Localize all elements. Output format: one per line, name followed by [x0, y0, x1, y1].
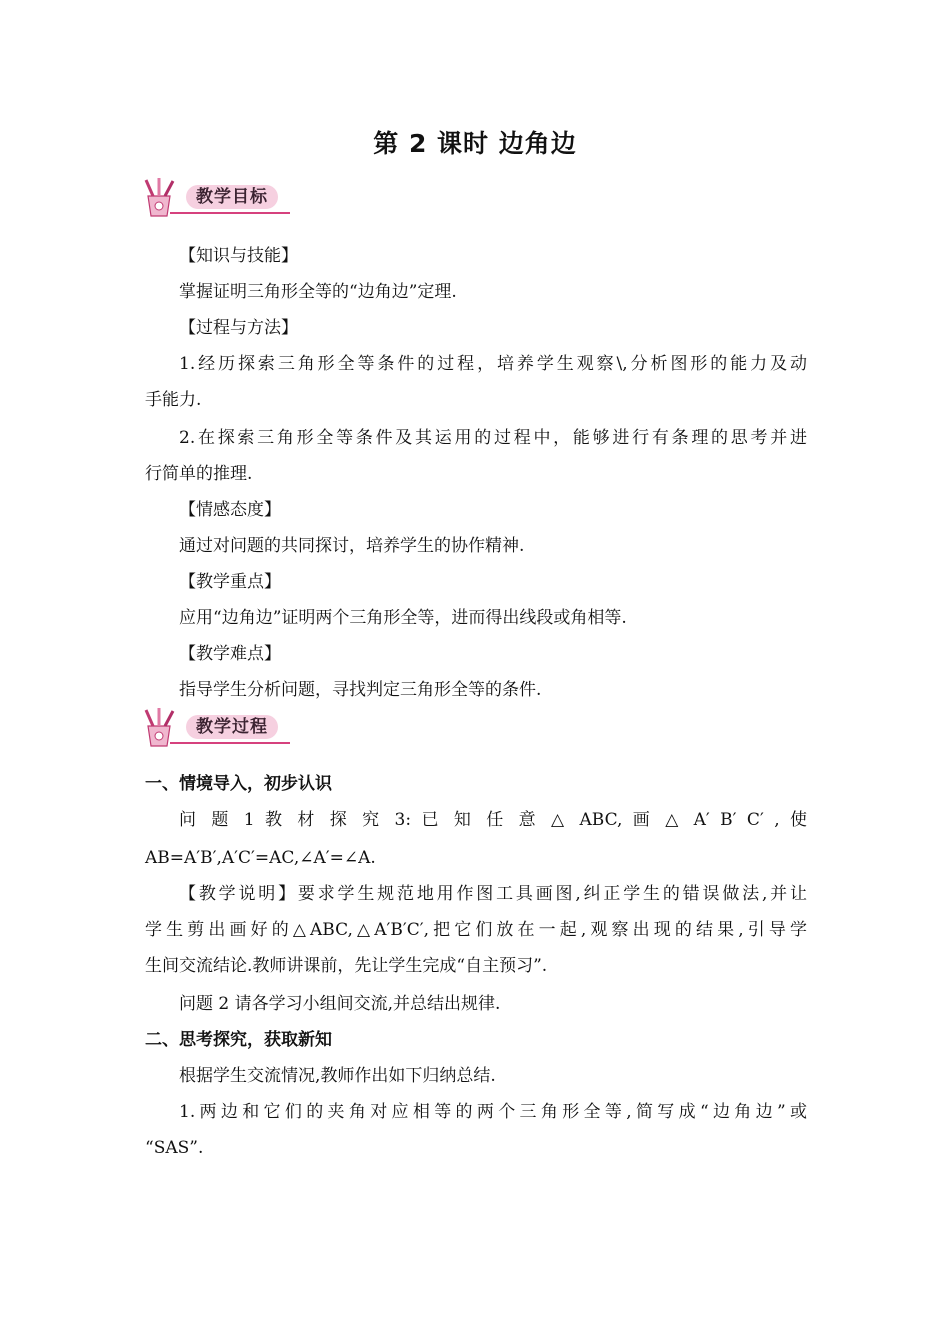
sas-rule: 1.两边和它们的夹角对应相等的两个三角形全等,简写成“边角边”或 [179, 1102, 807, 1122]
emotion-heading: 【情感态度】 [179, 500, 281, 520]
emotion-text: 通过对问题的共同探讨，培养学生的协作精神. [179, 536, 525, 556]
teaching-note: 【教学说明】要求学生规范地用作图工具画图,纠正学生的错误做法,并让 [179, 884, 807, 904]
summary-text: 根据学生交流情况,教师作出如下归纳总结. [179, 1066, 496, 1086]
question-2: 问题 2 请各学习小组间交流,并总结出规律. [179, 994, 501, 1014]
key-heading: 【教学重点】 [179, 572, 281, 592]
method-item-2: 2.在探索三角形全等条件及其运用的过程中，能够进行有条理的思考并进 [179, 428, 807, 448]
page-title: 第 2 课时 边角边 [373, 129, 577, 158]
section-badge-process [140, 708, 290, 748]
part1-heading: 一、情境导入，初步认识 [145, 774, 332, 794]
method-item-2-cont: 行简单的推理. [145, 464, 253, 484]
part2-heading: 二、思考探究，获取新知 [145, 1030, 332, 1050]
section-badge-objectives [140, 178, 290, 218]
question-1-cont: AB=A′B′,A′C′=AC,∠A′=∠A. [145, 848, 376, 868]
method-heading: 【过程与方法】 [179, 318, 298, 338]
difficulty-text: 指导学生分析问题，寻找判定三角形全等的条件. [179, 680, 542, 700]
knowledge-text: 掌握证明三角形全等的“边角边”定理. [179, 282, 457, 302]
difficulty-heading: 【教学难点】 [179, 644, 281, 664]
method-item-1-cont: 手能力. [145, 390, 202, 410]
teaching-note-cont: 学生剪出画好的△ABC,△A′B′C′,把它们放在一起,观察出现的结果,引导学 [145, 920, 807, 940]
question-1: 问 题 1 教 材 探 究 3: 已 知 任 意 △ ABC, 画 △ A′ B′ C′ , 使 [179, 810, 807, 830]
sas-rule-cont: “SAS”. [145, 1138, 204, 1158]
knowledge-heading: 【知识与技能】 [179, 246, 298, 266]
section-label: 教学目标 [186, 185, 278, 209]
key-text: 应用“边角边”证明两个三角形全等，进而得出线段或角相等. [179, 608, 627, 628]
method-item-1: 1.经历探索三角形全等条件的过程，培养学生观察\,分析图形的能力及动 [179, 354, 807, 374]
section-label: 教学过程 [186, 715, 278, 739]
teaching-note-end: 生间交流结论.教师讲课前，先让学生完成“自主预习”. [145, 956, 548, 976]
